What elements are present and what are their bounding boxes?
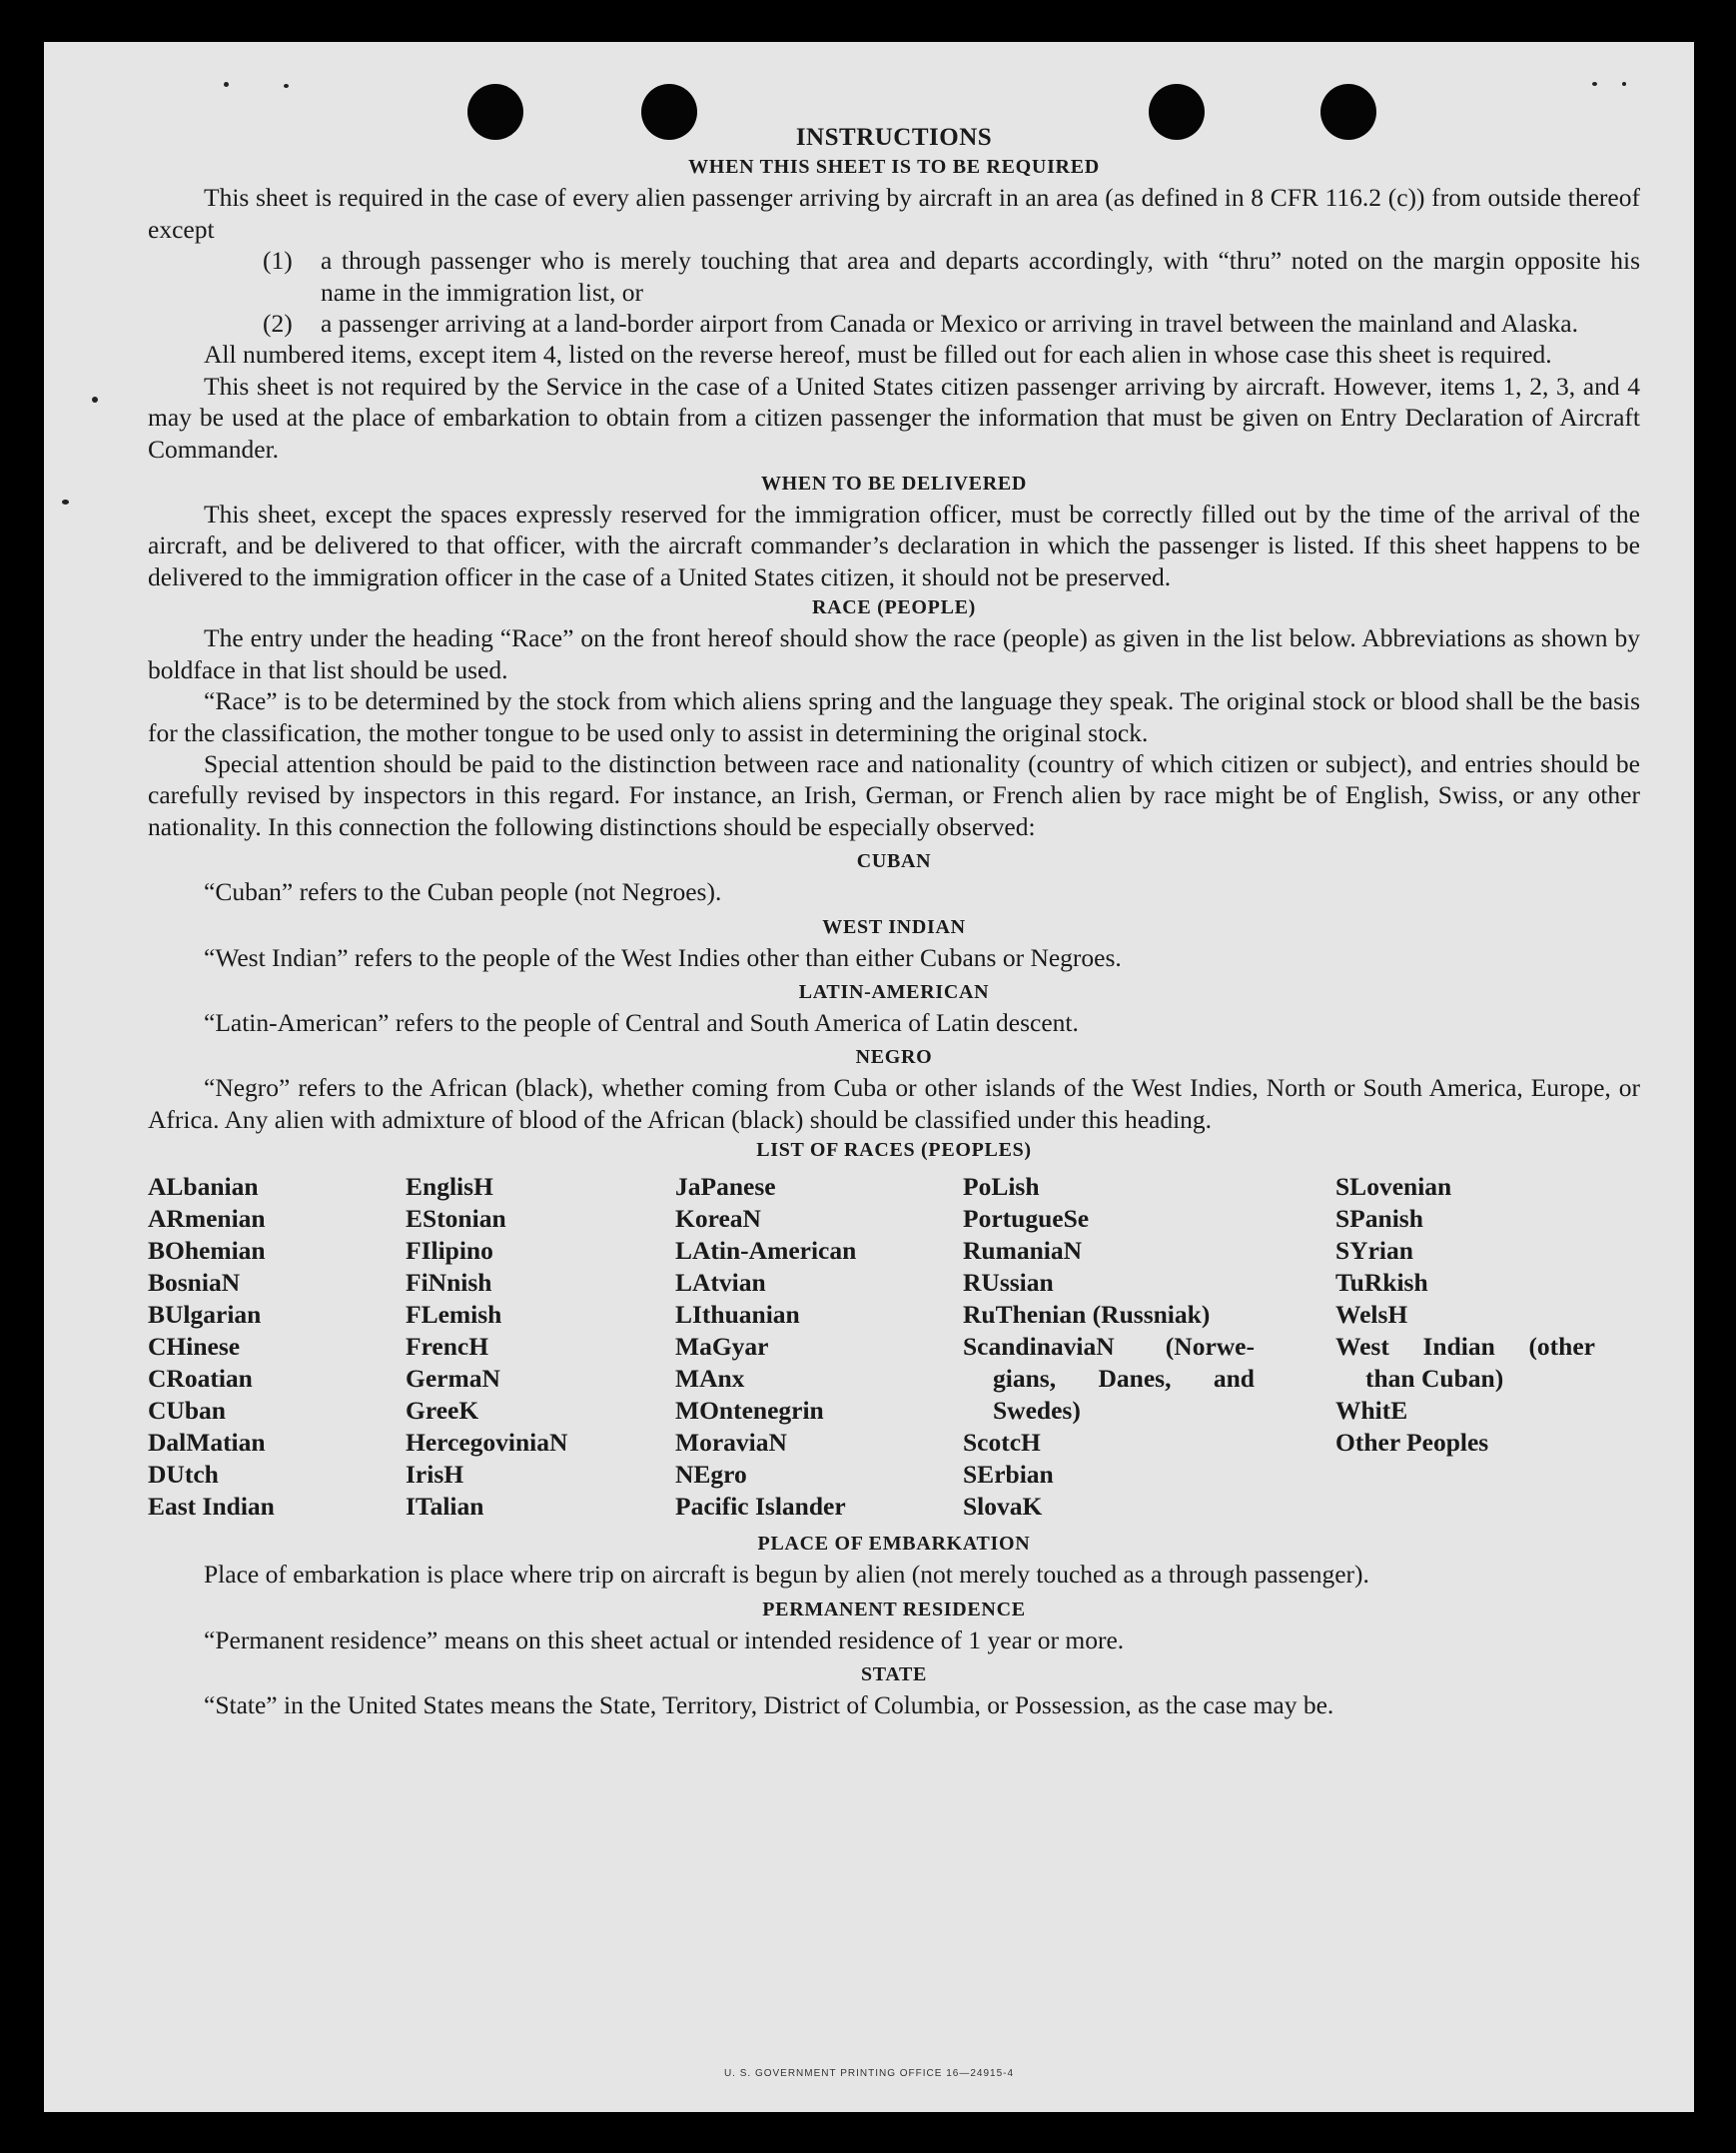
paragraph: All numbered items, except item 4, listed on the reverse hereof, must be filled out for each alien in whose case this sheet is required. xyxy=(204,340,1552,370)
paragraph: The entry under the heading “Race” on the front hereof should show the race (people) as given in the list below. Abbreviations as shown by boldface in that list should be used. xyxy=(148,623,1640,684)
race-entry: BUlgarian xyxy=(148,1300,262,1330)
race-entry: BOhemian xyxy=(148,1236,266,1266)
race-entry: than Cuban) xyxy=(1365,1364,1504,1394)
race-entry: WelsH xyxy=(1335,1300,1408,1330)
race-entry: GermaN xyxy=(406,1364,500,1394)
race-entry: MAnx xyxy=(675,1364,745,1394)
race-entry: FLemish xyxy=(406,1300,502,1330)
races-column xyxy=(963,1171,1335,1523)
paragraph: “Negro” refers to the African (black), whether coming from Cuba or other islands of the West Indies, North or South America, Europe, or Africa. Any alien with admixture of blood of the African (black) should be classified under this heading. xyxy=(148,1073,1640,1134)
race-entry: ScotcH xyxy=(963,1428,1041,1458)
races-column xyxy=(675,1171,963,1523)
race-entry: ScandinaviaN (Norwe- xyxy=(963,1332,1255,1362)
race-entry: FiNnish xyxy=(406,1268,492,1298)
paragraph: “West Indian” refers to the people of the West Indies other than either Cubans or Negroes. xyxy=(204,942,1122,972)
race-entry: NEgro xyxy=(675,1460,747,1490)
race-entry: RUssian xyxy=(963,1268,1054,1298)
list-item xyxy=(263,308,1640,339)
section-heading: RACE (PEOPLE) xyxy=(811,596,977,619)
race-entry: HercegoviniaN xyxy=(406,1428,568,1458)
speck xyxy=(224,82,229,87)
race-entry: East Indian xyxy=(148,1492,275,1522)
paragraph: This sheet is required in the case of every alien passenger arriving by aircraft in an area (as defined in 8 CFR 116.2 (c)) from outside thereof except xyxy=(148,183,1640,244)
race-entry: SLovenian xyxy=(1335,1172,1452,1202)
race-entry: SlovaK xyxy=(963,1492,1043,1522)
races-column xyxy=(148,1171,406,1523)
paragraph: “Permanent residence” means on this sheet actual or intended residence of 1 year or more. xyxy=(204,1624,1125,1654)
paragraph: This sheet, except the spaces expressly reserved for the immigration officer, must be correctly filled out by the time of the arrival of the aircraft, and be delivered to that officer, with the aircraft commander’s declaration in which the passenger is listed. If this sheet happens to be delivered to the immigration officer in the case of a United States citizen, it should not be preserved. xyxy=(148,500,1640,591)
race-entry: WhitE xyxy=(1335,1396,1408,1426)
paragraph: Place of embarkation is place where trip on aircraft is begun by alien (not merely touched as a through passenger). xyxy=(204,1560,1369,1590)
race-entry: FrencH xyxy=(406,1332,489,1362)
speck xyxy=(284,84,289,88)
race-entry: DalMatian xyxy=(148,1428,266,1458)
list-item xyxy=(263,245,1640,308)
race-entry: FIlipino xyxy=(406,1236,493,1266)
speck xyxy=(1592,82,1597,86)
section-heading: LATIN-AMERICAN xyxy=(798,980,990,1003)
section-heading: LIST OF RACES (PEOPLES) xyxy=(756,1139,1032,1162)
race-entry: PortugueSe xyxy=(963,1204,1090,1234)
race-entry: MOntenegrin xyxy=(675,1396,824,1426)
paragraph: This sheet is not required by the Service in the case of a United States citizen passenger arriving by aircraft. However, items 1, 2, 3, and 4 may be used at the place of embarkation to obtain from a citizen passenger the information that must be given on Entry Declaration of Aircraft Commander. xyxy=(148,371,1640,464)
item-text: a passenger arriving at a land-border airport from Canada or Mexico or arriving in travel between the mainland and Alaska. xyxy=(321,309,1578,339)
printing-office-footer: U. S. GOVERNMENT PRINTING OFFICE 16—24915-4 xyxy=(723,2068,1015,2079)
race-entry: ALbanian xyxy=(148,1172,259,1202)
race-entry: PoLish xyxy=(963,1172,1040,1202)
race-entry: KoreaN xyxy=(675,1204,761,1234)
page-title: INSTRUCTIONS xyxy=(795,124,993,151)
race-entry: DUtch xyxy=(148,1460,219,1490)
section-heading: WEST INDIAN xyxy=(822,915,966,938)
race-entry: Swedes) xyxy=(993,1396,1081,1426)
instructions-content xyxy=(148,118,1640,1720)
race-entry: West Indian (other xyxy=(1335,1332,1595,1362)
section-heading: STATE xyxy=(860,1662,928,1685)
speck xyxy=(1622,82,1626,86)
race-entry: SPanish xyxy=(1335,1204,1423,1234)
race-entry: JaPanese xyxy=(675,1172,776,1202)
race-entry: TuRkish xyxy=(1335,1268,1428,1298)
races-list xyxy=(148,1171,1640,1523)
race-entry: Other Peoples xyxy=(1335,1428,1489,1458)
race-entry: LAtin-American xyxy=(675,1236,857,1266)
race-entry: gians, Danes, and xyxy=(993,1364,1255,1394)
race-entry: CHinese xyxy=(148,1332,241,1362)
race-entry: SYrian xyxy=(1335,1236,1413,1266)
race-entry: CUban xyxy=(148,1396,226,1426)
race-entry: RuThenian (Russniak) xyxy=(963,1300,1211,1330)
race-entry: MoraviaN xyxy=(675,1428,787,1458)
race-entry: BosniaN xyxy=(148,1268,241,1298)
race-entry: GreeK xyxy=(406,1396,479,1426)
races-column xyxy=(1335,1171,1635,1523)
race-entry: RumaniaN xyxy=(963,1236,1083,1266)
section-heading: NEGRO xyxy=(855,1046,933,1069)
paragraph: Special attention should be paid to the distinction between race and nationality (country of which citizen or subject), and entries should be carefully revised by inspectors in this regard. For instance, an Irish, German, or French alien by race might be of English, Swiss, or any other nationality. In this connection the following distinctions should be especially observed: xyxy=(148,748,1640,841)
section-heading: CUBAN xyxy=(856,850,932,873)
race-entry: LIthuanian xyxy=(675,1300,800,1330)
paragraph: “Race” is to be determined by the stock from which aliens spring and the language they speak. The original stock or blood shall be the basis for the classification, the mother tongue to be used only to assist in determining the original stock. xyxy=(148,686,1640,747)
race-entry: SErbian xyxy=(963,1460,1054,1490)
race-entry: EnglisH xyxy=(406,1172,493,1202)
race-entry: IrisH xyxy=(406,1460,464,1490)
paragraph: “Latin-American” refers to the people of Central and South America of Latin descent. xyxy=(204,1007,1079,1037)
race-entry: LAtvian xyxy=(675,1268,766,1298)
race-entry: CRoatian xyxy=(148,1364,253,1394)
race-entry: Pacific Islander xyxy=(675,1492,846,1522)
paragraph: “Cuban” refers to the Cuban people (not Negroes). xyxy=(204,877,722,907)
section-heading: PLACE OF EMBARKATION xyxy=(757,1533,1031,1556)
speck xyxy=(92,397,98,403)
section-heading: WHEN THIS SHEET IS TO BE REQUIRED xyxy=(688,156,1100,179)
item-text: a through passenger who is merely touching that area and departs accordingly, with “thru” noted on the margin opposite his name in the immigration list, or xyxy=(321,246,1640,307)
races-column xyxy=(406,1171,675,1523)
document-sheet xyxy=(44,42,1694,2112)
section-heading: WHEN TO BE DELIVERED xyxy=(760,473,1028,496)
race-entry: ITalian xyxy=(406,1492,484,1522)
race-entry: ARmenian xyxy=(148,1204,266,1234)
race-entry: MaGyar xyxy=(675,1332,769,1362)
section-heading: PERMANENT RESIDENCE xyxy=(762,1598,1026,1620)
item-number: (2) xyxy=(263,309,293,339)
paragraph: “State” in the United States means the State, Territory, District of Columbia, or Possession, as the case may be. xyxy=(204,1689,1334,1719)
item-number: (1) xyxy=(263,246,293,276)
race-entry: EStonian xyxy=(406,1204,506,1234)
speck xyxy=(62,500,69,505)
